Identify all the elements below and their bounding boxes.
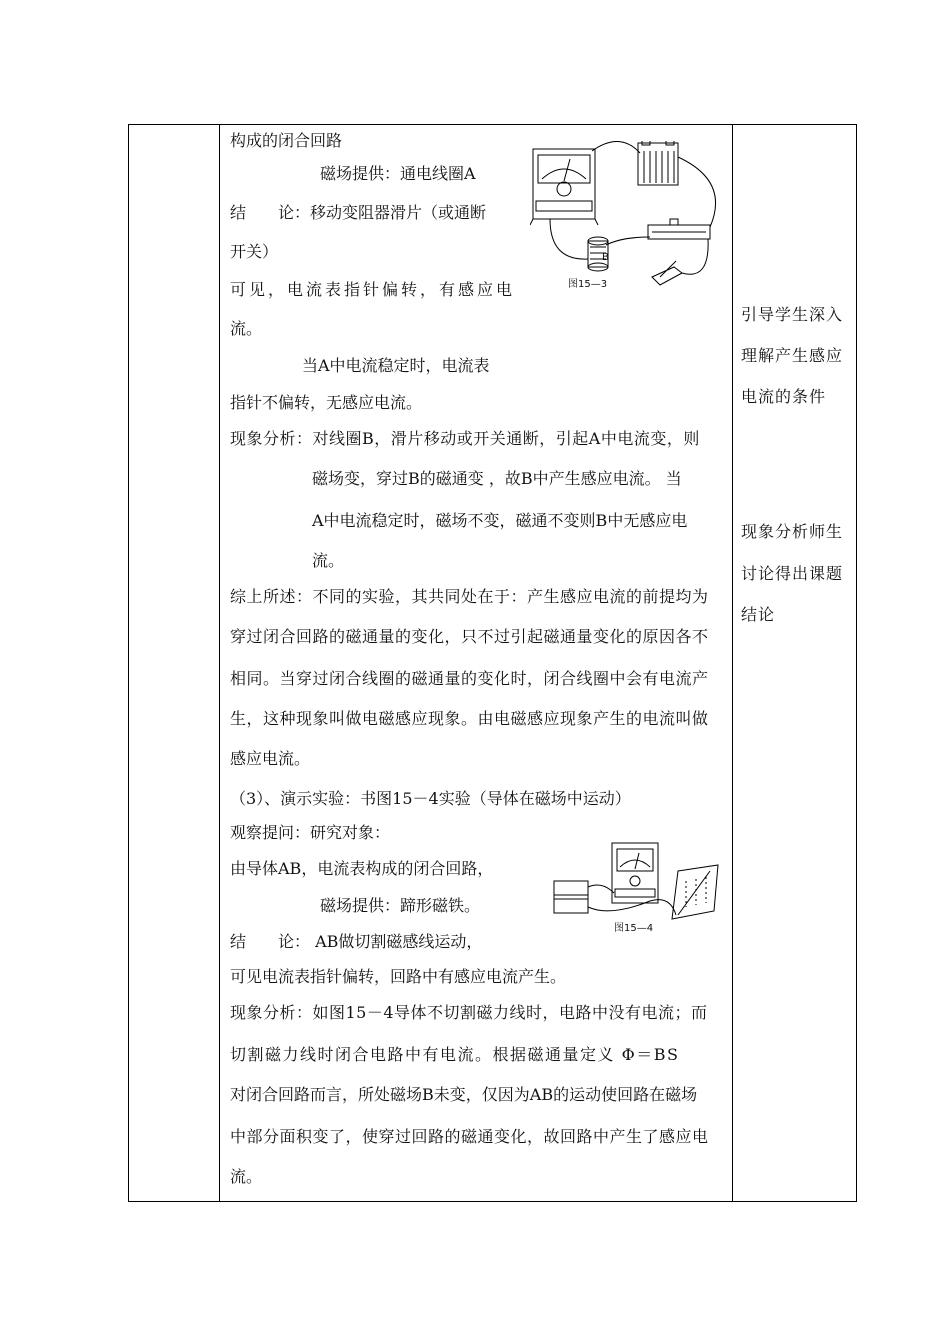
note-line: 引导学生深入 <box>741 305 844 324</box>
text-line: 结 论： AB做切割磁感线运动， <box>230 932 483 951</box>
text-line: 生，这种现象叫做电磁感应现象。由电磁感应现象产生的电流叫做 <box>230 709 709 728</box>
notes-column <box>733 125 856 1201</box>
note-line: 理解产生感应 <box>741 346 844 365</box>
note-line: 结论 <box>741 605 776 624</box>
figure-caption: 图15—4 <box>614 923 654 934</box>
text-line: 结 论：移动变阻器滑片（或通断 <box>230 203 487 222</box>
text-line: 现象分析：对线圈B，滑片移动或开关通断，引起A中电流变，则 <box>230 429 700 448</box>
text-line: 磁场提供：蹄形磁铁。 <box>320 896 481 915</box>
text-line: 由导体AB，电流表构成的闭合回路， <box>230 859 494 878</box>
figure-15-3 <box>530 141 730 291</box>
text-line: 对闭合回路而言，所处磁场B未变，仅因为AB的运动使回路在磁场 <box>230 1085 698 1104</box>
text-line: 感应电流。 <box>230 749 311 768</box>
lesson-table <box>128 124 857 1202</box>
text-line: 流。 <box>230 1167 263 1186</box>
note-line: 现象分析师生 <box>741 522 844 541</box>
text-line: 构成的闭合回路 <box>230 131 343 150</box>
text-line: 综上所述：不同的实验，其共同处在于：产生感应电流的前提均为 <box>230 587 709 606</box>
text-line: 可见电流表指针偏转，回路中有感应电流产生。 <box>230 967 567 986</box>
text-line: 切割磁力线时闭合电路中有电流。根据磁通量定义 Φ＝BS <box>230 1045 680 1064</box>
text-line: 开关） <box>230 242 279 261</box>
text-line: 观察提问：研究对象： <box>230 823 391 842</box>
text-line: 穿过闭合回路的磁通量的变化，只不过引起磁通量变化的原因各不 <box>230 627 709 646</box>
text-line: 中部分面积变了，使穿过回路的磁通变化，故回路中产生了感应电 <box>230 1127 709 1146</box>
text-line: （3）、演示实验：书图15－4实验（导体在磁场中运动） <box>230 789 631 808</box>
text-line: 相同。当穿过闭合线圈的磁通量的变化时，闭合线圈中会有电流产 <box>230 669 709 688</box>
text-line: A中电流稳定时，磁场不变，磁通不变则B中无感应电 <box>312 511 688 530</box>
figure-15-4 <box>550 841 730 936</box>
text-line: 流。 <box>312 551 345 570</box>
note-line: 电流的条件 <box>741 387 827 406</box>
text-line: 指针不偏转，无感应电流。 <box>230 393 423 412</box>
text-line: 流。 <box>230 319 263 338</box>
text-line: 磁场提供：通电线圈A <box>320 164 476 183</box>
main-content-column <box>220 125 733 1201</box>
apparatus-drawing <box>530 141 730 291</box>
text-line: 现象分析：如图15－4导体不切割磁力线时，电路中没有电流；而 <box>230 1003 708 1022</box>
figure-label-b: B <box>602 252 609 263</box>
note-line: 讨论得出课题 <box>741 564 844 583</box>
text-line: 可见，电流表指针偏转，有感应电 <box>230 280 516 299</box>
text-line: 磁场变，穿过B的磁通变 ，故B中产生感应电流。 当 <box>312 469 682 488</box>
text-line: 当A中电流稳定时，电流表 <box>302 356 490 375</box>
figure-caption: 图15—3 <box>568 279 608 290</box>
